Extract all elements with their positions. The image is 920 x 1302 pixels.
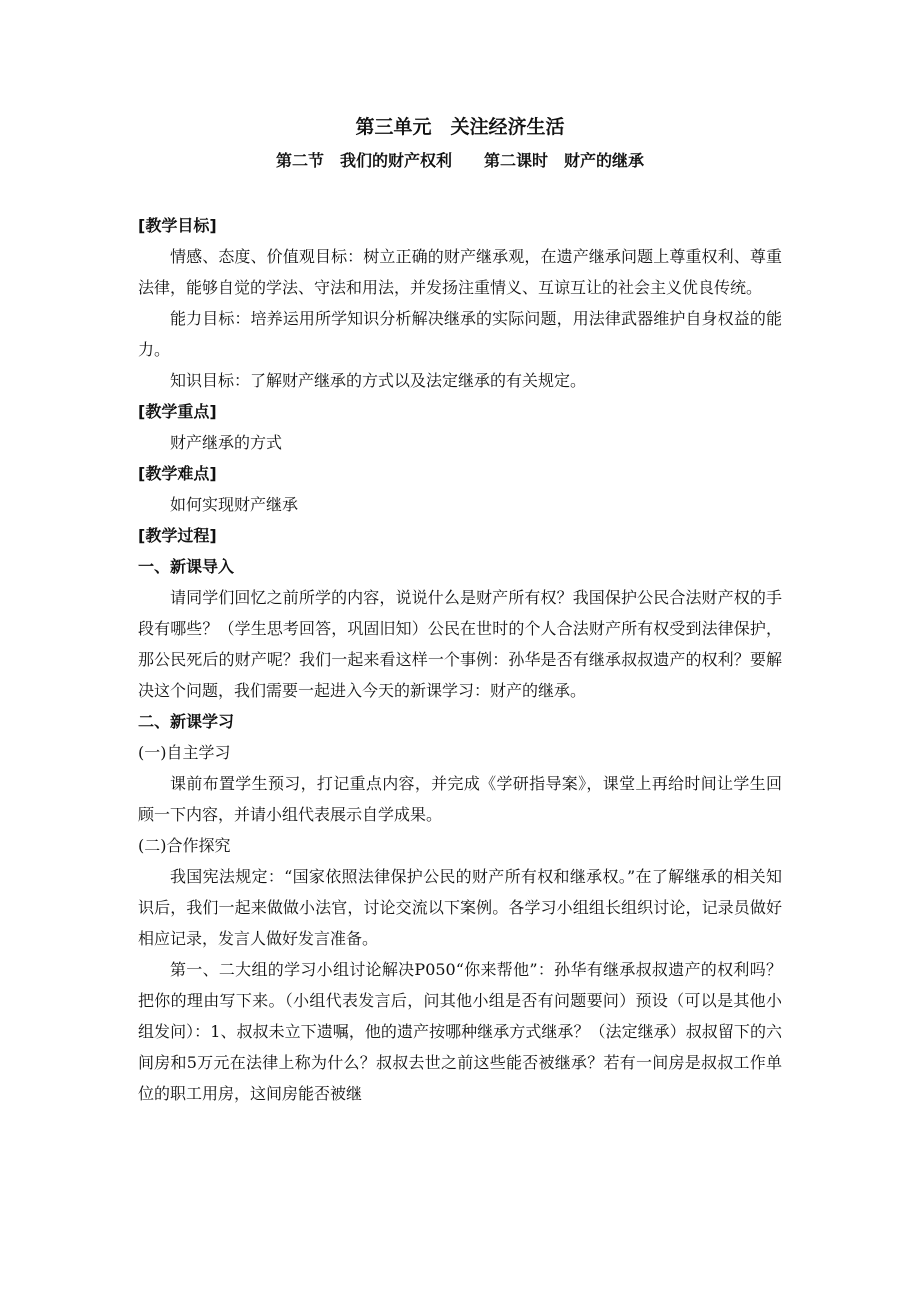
section-heading-objectives: [教学目标] <box>138 216 217 235</box>
objective-knowledge-paragraph: 知识目标：了解财产继承的方式以及法定继承的有关规定。 <box>170 371 587 390</box>
subheading-self-study: (一)自主学习 <box>138 743 231 762</box>
title-spacer <box>138 174 782 210</box>
part-heading-new-lesson: 二、新课学习 <box>138 712 235 731</box>
document-subtitle: 第二节 我们的财产权利 第二课时 财产的继承 <box>275 151 644 170</box>
objective-ability-paragraph: 能力目标：培养运用所学知识分析解决继承的实际问题，用法律武器维护自身权益的能力。 <box>138 309 782 359</box>
case-discussion-paragraph: 第一、二大组的学习小组讨论解决P050“你来帮他”：孙华有继承叔叔遗产的权利吗？把你的理由写下来。（小组代表发言后，问其他小组是否有问题要问）预设（可以是其他小组发问）：1、叔叔未立下遗嘱，他的遗产按哪种继承方式继承？（法定继承）叔叔留下的六间房和5万元在法律上称为什么？叔叔去世之前这些能否被继承？若有一间房是叔叔工作单位的职工用房，这间房能否被继 <box>138 960 782 1103</box>
part-heading-introduction: 一、新课导入 <box>138 557 235 576</box>
difficulties-paragraph: 如何实现财产继承 <box>170 495 299 514</box>
section-heading-process: [教学过程] <box>138 526 217 545</box>
section-heading-difficulties: [教学难点] <box>138 464 217 483</box>
self-study-paragraph: 课前布置学生预习，打记重点内容，并完成《学研指导案》，课堂上再给时间让学生回顾一下内容，并请小组代表展示自学成果。 <box>138 774 782 824</box>
subheading-cooperative-inquiry: (二)合作探究 <box>138 836 231 855</box>
key-points-paragraph: 财产继承的方式 <box>170 433 283 452</box>
introduction-paragraph: 请同学们回忆之前所学的内容，说说什么是财产所有权？我国保护公民合法财产权的手段有哪些？（学生思考回答，巩固旧知）公民在世时的个人合法财产所有权受到法律保护，那公民死后的财产呢？我们一起来看这样一个事例：孙华是否有继承叔叔遗产的权利？要解决这个问题，我们需要一起进入今天的新课学习：财产的继承。 <box>138 588 782 700</box>
document-title: 第三单元 关注经济生活 <box>355 116 565 138</box>
document-page <box>138 112 782 1109</box>
objective-emotion-paragraph: 情感、态度、价值观目标：树立正确的财产继承观，在遗产继承问题上尊重权利、尊重法律，能够自觉的学法、守法和用法，并发扬注重情义、互谅互让的社会主义优良传统。 <box>138 247 782 297</box>
cooperative-inquiry-paragraph: 我国宪法规定：“国家依照法律保护公民的财产所有权和继承权。”在了解继承的相关知识后，我们一起来做做小法官，讨论交流以下案例。各学习小组组长组织讨论，记录员做好相应记录，发言人做好发言准备。 <box>138 867 782 948</box>
section-heading-key-points: [教学重点] <box>138 402 217 421</box>
